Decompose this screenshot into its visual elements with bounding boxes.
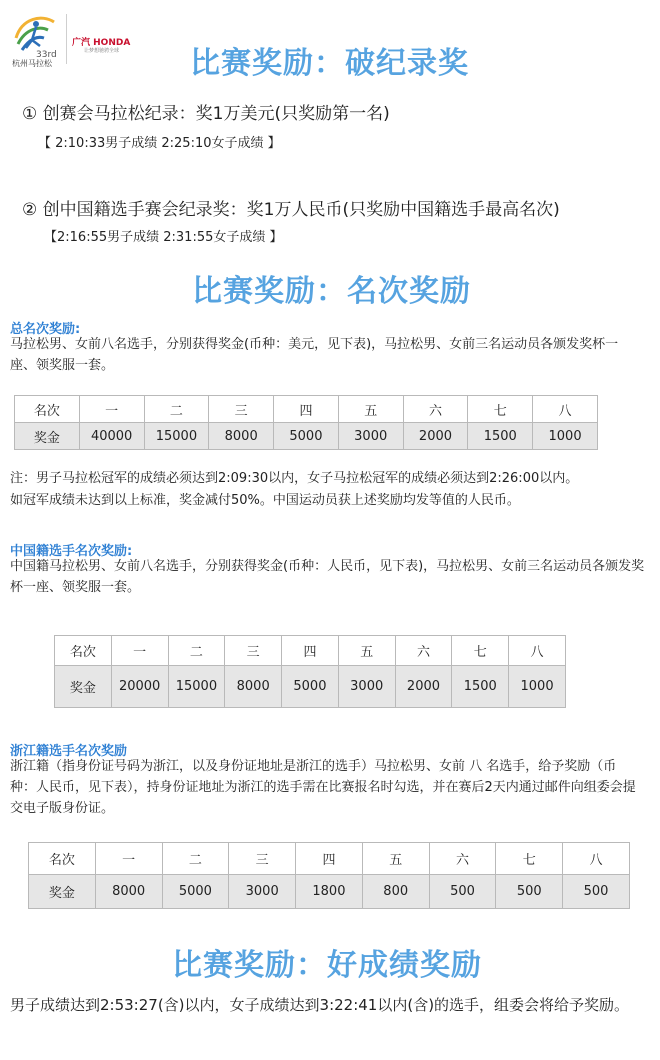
table-cell: 1000 xyxy=(533,423,598,450)
table-header-cell: 八 xyxy=(533,396,598,423)
table-header-cell: 六 xyxy=(403,396,468,423)
record-item1-text: 创赛会马拉松纪录：奖1万美元(只奖励第一名) xyxy=(42,104,390,124)
table-header-cell: 五 xyxy=(338,396,403,423)
table-header-cell: 名次 xyxy=(15,396,80,423)
china-heading: 中国籍选手名次奖励: xyxy=(10,544,133,559)
table-header-cell: 四 xyxy=(282,636,339,666)
logo-name: 杭州马拉松 xyxy=(12,59,52,68)
table-header-cell: 八 xyxy=(509,636,566,666)
table-cell: 奖金 xyxy=(29,875,96,909)
table-cell: 5000 xyxy=(274,423,339,450)
table-header-cell: 一 xyxy=(111,636,168,666)
table-header-cell: 三 xyxy=(229,843,296,875)
record-item2 xyxy=(22,195,560,220)
table-header-cell: 二 xyxy=(168,636,225,666)
logo-year: 33rd xyxy=(36,50,57,60)
record-item2-text: 创中国籍选手赛会纪录奖：奖1万人民币(只奖励中国籍选手最高名次) xyxy=(42,200,560,220)
record-item1 xyxy=(22,99,390,124)
table-cell: 2000 xyxy=(395,666,452,708)
table-header-cell: 四 xyxy=(296,843,363,875)
table-cell: 40000 xyxy=(79,423,144,450)
table-header-cell: 五 xyxy=(362,843,429,875)
table-cell: 500 xyxy=(496,875,563,909)
overall-heading: 总名次奖励: xyxy=(10,322,81,337)
table-cell: 奖金 xyxy=(15,423,80,450)
table-header-cell: 五 xyxy=(338,636,395,666)
table-header-cell: 三 xyxy=(209,396,274,423)
overall-prize-table xyxy=(14,395,598,450)
record-item1-detail: 【 2:10:33男子成绩 2:25:10女子成绩 】 xyxy=(38,136,281,151)
table-cell: 500 xyxy=(429,875,496,909)
record-title: 比赛奖励：破纪录奖 xyxy=(190,46,469,81)
overall-desc: 马拉松男、女前八名选手，分别获得奖金(币种：美元，见下表)，马拉松男、女前三名运动员各颁发奖杯一座、领奖服一套。 xyxy=(10,337,619,373)
zhejiang-prize-table xyxy=(28,842,630,909)
table-header-cell: 六 xyxy=(395,636,452,666)
table-cell: 1500 xyxy=(452,666,509,708)
table-cell: 8000 xyxy=(209,423,274,450)
table-cell: 500 xyxy=(563,875,630,909)
table-header-cell: 一 xyxy=(79,396,144,423)
table-cell: 8000 xyxy=(95,875,162,909)
china-prize-table xyxy=(54,635,566,708)
table-header-cell: 八 xyxy=(563,843,630,875)
zhejiang-heading: 浙江籍选手名次奖励 xyxy=(10,744,128,759)
table-header-cell: 三 xyxy=(225,636,282,666)
table-header-cell: 四 xyxy=(274,396,339,423)
table-cell: 3000 xyxy=(229,875,296,909)
table-header-cell: 六 xyxy=(429,843,496,875)
table-cell: 奖金 xyxy=(55,666,112,708)
table-cell: 20000 xyxy=(111,666,168,708)
overall-note-line2: 如冠军成绩未达到以上标准，奖金减付50%。中国运动员获上述奖励均发等值的人民币。 xyxy=(10,493,520,508)
table-cell: 1000 xyxy=(509,666,566,708)
sponsor-slogan: 让梦想驰骋全球 xyxy=(84,48,120,54)
record-item2-detail: 【2:16:55男子成绩 2:31:55女子成绩 】 xyxy=(44,230,283,245)
table-header-cell: 一 xyxy=(95,843,162,875)
table-cell: 3000 xyxy=(338,666,395,708)
rank-title: 比赛奖励：名次奖励 xyxy=(192,274,471,309)
table-cell: 3000 xyxy=(338,423,403,450)
table-cell: 5000 xyxy=(162,875,229,909)
record-item1-num: ① xyxy=(22,104,38,124)
table-cell: 800 xyxy=(362,875,429,909)
table-header-cell: 七 xyxy=(452,636,509,666)
table-cell: 15000 xyxy=(168,666,225,708)
table-cell: 5000 xyxy=(282,666,339,708)
record-item2-num: ② xyxy=(22,200,38,220)
overall-note-line1: 注：男子马拉松冠军的成绩必须达到2:09:30以内，女子马拉松冠军的成绩必须达到2:26:00以内。 xyxy=(10,471,579,486)
table-header-cell: 名次 xyxy=(55,636,112,666)
logo-divider xyxy=(66,14,67,64)
table-cell: 15000 xyxy=(144,423,209,450)
table-cell: 8000 xyxy=(225,666,282,708)
zhejiang-desc: 浙江籍（指身份证号码为浙江，以及身份证地址是浙江的选手）马拉松男、女前 八 名选手，给予奖励（币种：人民币，见下表），持身份证地址为浙江的选手需在比赛报名时勾选，并在赛后2天内通过邮件向组委会提交电子版身份证。 xyxy=(10,759,636,816)
good-desc: 男子成绩达到2:53:27(含)以内，女子成绩达到3:22:41以内(含)的选手，组委会将给予奖励。 xyxy=(10,996,630,1014)
table-header-cell: 名次 xyxy=(29,843,96,875)
table-header-cell: 二 xyxy=(144,396,209,423)
good-title: 比赛奖励：好成绩奖励 xyxy=(172,948,482,983)
table-header-cell: 二 xyxy=(162,843,229,875)
table-cell: 1800 xyxy=(296,875,363,909)
table-header-cell: 七 xyxy=(496,843,563,875)
table-cell: 1500 xyxy=(468,423,533,450)
table-header-cell: 七 xyxy=(468,396,533,423)
china-desc: 中国籍马拉松男、女前八名选手，分别获得奖金(币种：人民币，见下表)，马拉松男、女前三名运动员各颁发奖杯一座、领奖服一套。 xyxy=(10,559,645,595)
table-cell: 2000 xyxy=(403,423,468,450)
sponsor-logo: 广汽 HONDA xyxy=(72,38,131,48)
